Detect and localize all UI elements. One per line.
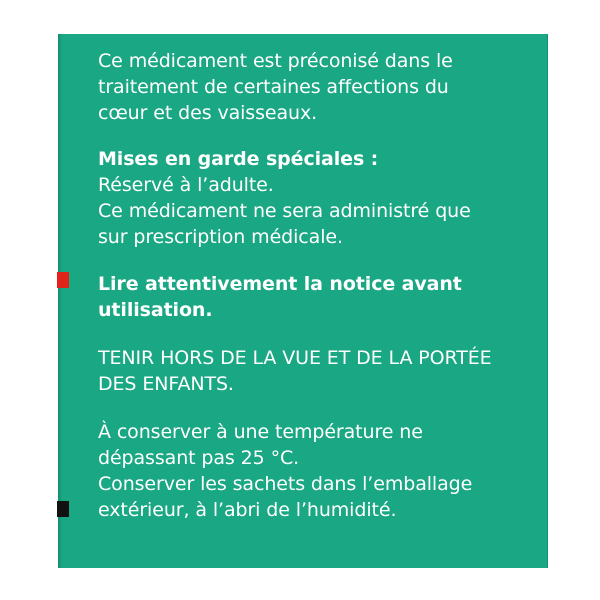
indication-line: traitement de certaines affections du bbox=[98, 76, 449, 98]
children-warning-line: TENIR HORS DE LA VUE ET DE LA PORTÉE bbox=[98, 347, 492, 369]
indication-line: Ce médicament est préconisé dans le bbox=[98, 50, 453, 72]
storage-instructions bbox=[98, 419, 538, 523]
warnings-line: Ce médicament ne sera administré que bbox=[98, 200, 471, 222]
indication-paragraph bbox=[98, 48, 538, 126]
red-registration-mark bbox=[57, 272, 69, 288]
warnings-line: sur prescription médicale. bbox=[98, 226, 343, 248]
children-warning bbox=[98, 345, 538, 397]
notice-line: Lire attentivement la notice avant bbox=[98, 273, 462, 295]
panel-edge-shade bbox=[58, 34, 62, 568]
indication-line: cœur et des vaisseaux. bbox=[98, 102, 318, 124]
storage-line: dépassant pas 25 °C. bbox=[98, 447, 300, 469]
storage-line: extérieur, à l’abri de l’humidité. bbox=[98, 499, 397, 521]
warnings-section bbox=[98, 146, 538, 250]
black-registration-mark bbox=[57, 501, 69, 517]
warnings-line: Réservé à l’adulte. bbox=[98, 174, 274, 196]
notice-line: utilisation. bbox=[98, 299, 213, 321]
warnings-heading: Mises en garde spéciales : bbox=[98, 148, 379, 170]
storage-line: À conserver à une température ne bbox=[98, 421, 423, 443]
notice-instruction bbox=[98, 271, 538, 323]
children-warning-line: DES ENFANTS. bbox=[98, 373, 234, 395]
storage-line: Conserver les sachets dans l’emballage bbox=[98, 473, 473, 495]
package-text bbox=[98, 48, 538, 523]
